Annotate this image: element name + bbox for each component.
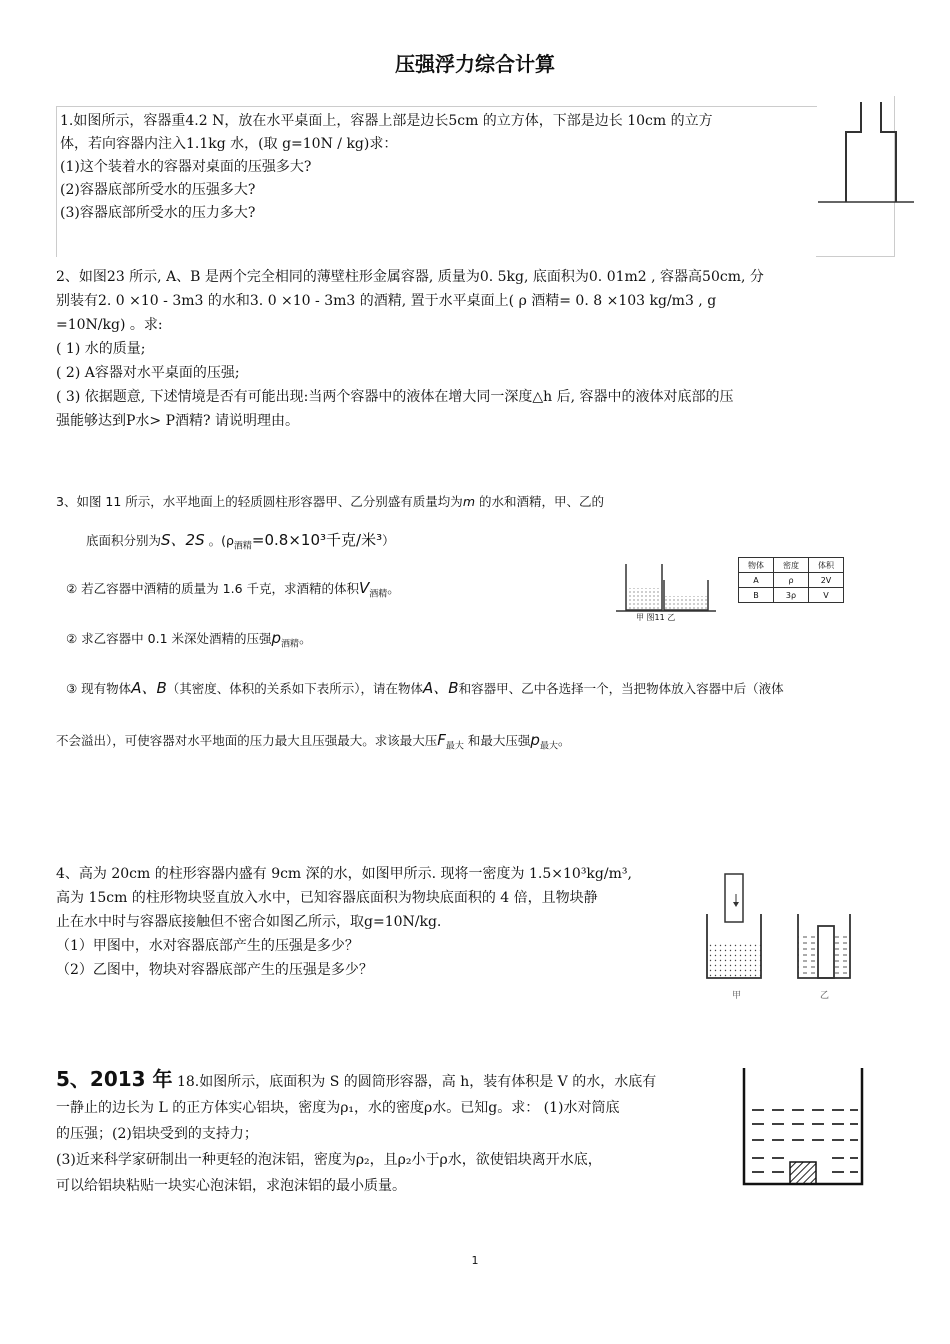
q2-line: ( 3) 依据题意, 下述情境是否有可能出现:当两个容器中的液体在增大同一深度△h 后, 容器中的液体对底部的压 [56,389,734,405]
q1-line: (1)这个装着水的容器对桌面的压强多大? [60,159,312,175]
question-4 [56,862,706,982]
q2-line: 别装有2. 0 ×10 - 3m3 的水和3. 0 ×10 - 3m3 的酒精, 置于水平桌面上( ρ 酒精= 0. 8 ×103 kg/m3 , g [56,293,717,309]
page-title: 压强浮力综合计算 [395,52,555,76]
q4-line: （1）甲图中，水对容器底部产生的压强是多少？ [56,938,359,954]
q5-line: 5、2013 年 18.如图所示，底面积为 S 的圆筒形容器，高 h，装有体积是 V 的水，水底有 [56,1067,657,1091]
table-cell: 3ρ [774,588,809,603]
table-header-row [739,558,844,573]
q4-fig-label-b: 乙 [820,991,830,1001]
q2-line: 2、如图23 所示, A、B 是两个完全相同的薄壁柱形金属容器, 质量为0. 5kg, 底面积为0. 01m2 , 容器高50cm, 分 [56,269,764,285]
table-cell: B [739,588,774,603]
q4-line: （2）乙图中，物块对容器底部产生的压强是多少？ [56,962,373,978]
question-5 [56,1066,736,1199]
table-header: 密度 [774,558,809,573]
q5-line: (3)近来科学家研制出一种更轻的泡沫铝，密度为ρ₂，且ρ₂小于ρ水，欲使铝块离开水底， [56,1152,602,1168]
q5-line: 一静止的边长为 L 的正方体实心铝块，密度为ρ₁，水的密度ρ水。已知g。求： (1)水对筒底 [56,1100,620,1116]
q2-line: ( 1) 水的质量; [56,341,146,357]
q4-line: 高为 15cm 的柱形物块竖直放入水中，已知容器底面积为物块底面积的 4 倍，且物块静 [56,890,598,906]
table-cell: A [739,573,774,588]
page-number: 1 [471,1254,479,1267]
q3-item-1: ② 若乙容器中酒精的质量为 1.6 千克，求酒精的体积$V_{酒精}$。 [66,579,400,600]
q3-line2: 底面积分别为S、2S 。($\rho_{酒精}=0.8\times 10^3$千克/米³） [86,531,395,552]
q3-item-2: ② 求乙容器中 0.1 米深处酒精的压强$p_{酒精}$。 [66,629,312,650]
table-cell: V [809,588,844,603]
q5-line: 的压强；(2)铝块受到的支持力； [56,1126,258,1142]
table-header: 体积 [809,558,844,573]
table-cell: ρ [774,573,809,588]
q4-fig-label-a: 甲 [732,991,742,1001]
question-2 [56,265,896,433]
question-1 [60,110,820,225]
table-cell: 2V [809,573,844,588]
q1-line: 1.如图所示，容器重4.2 N，放在水平桌面上，容器上部是边长5cm 的立方体，下部是边长 10cm 的立方 [60,113,713,129]
q1-line: 体，若向容器内注入1.1kg 水，(取 g=10N / kg)求： [60,136,398,152]
q3-item-3: ③ 现有物体A、B（其密度、体积的关系如下表所示），请在物体A、B和容器甲、乙中各选择一个，当把物体放入容器中后（液体 [66,679,784,697]
q2-line: ( 2) A容器对水平桌面的压强; [56,365,240,381]
q5-heading: 5、2013 年 [56,1067,173,1091]
q4-line: 4、高为 20cm 的柱形容器内盛有 9cm 深的水，如图甲所示. 现将一密度为 1.5×10³kg/m³, [56,866,632,882]
q4-figures [698,868,898,992]
q5-line: 可以给铝块粘贴一块实心泡沫铝，求泡沫铝的最小质量。 [56,1178,406,1194]
q1-line: (3)容器底部所受水的压力多大? [60,205,256,221]
table-row [739,588,844,603]
q3-density-table [738,557,844,603]
q3-line1: 3、如图 11 所示，水平地面上的轻质圆柱形容器甲、乙分别盛有质量均为m 的水和酒精，甲、乙的 [56,494,604,509]
table-header: 物体 [739,558,774,573]
q4-line: 止在水中时与容器底接触但不密合如图乙所示，取g=10N/kg. [56,914,442,930]
table-row [739,573,844,588]
q1-container-figure [818,98,914,208]
q1-line: (2)容器底部所受水的压强多大? [60,182,256,198]
q3-item-3-cont: 不会溢出），可使容器对水平地面的压力最大且压强最大。求该最大压$F_{最大}$ 和最大压强$p_{最大}$。 [56,731,571,752]
q3-figure-caption: 甲 图11 乙 [636,613,676,622]
q5-container-figure [738,1064,868,1190]
q2-line: 强能够达到P水> P酒精? 请说明理由。 [56,413,299,429]
q2-line: =10N/kg) 。求: [56,317,163,333]
